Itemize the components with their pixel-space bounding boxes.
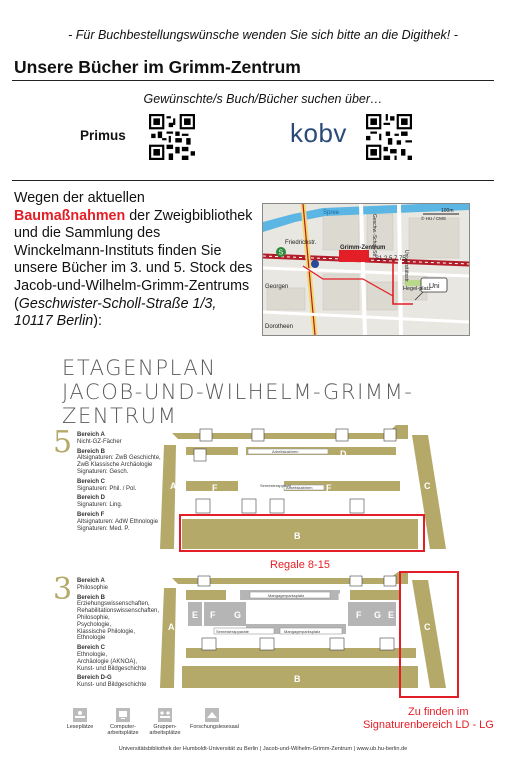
floor-3-label-d: D [234,592,241,602]
map-label-copyright: © HU / CMS [421,216,446,221]
intro-paragraph: Wegen der aktuellen Baumaßnahmen der Zweigbibliothek und die Sammlung des Winckelmann-Instituts finden Sie unsere Bücher im 3. und 5. Stock des Jacob-und-Wilhelm-Grimm-Zentrums (Geschwister-Scholl-Straße 1/3, 10117 Berlin): [14,190,253,330]
floor-5-label-e: E [202,465,209,475]
primus-label: Primus [80,128,126,143]
floor-5-highlight-label: Regale 8-15 [270,559,330,571]
map-label-s-bahn: S1,2,5,7,75 [375,256,406,262]
floorplan-title-line1: ETAGENPLAN [62,356,217,380]
floor-5-label-f2: F [326,483,332,493]
computer-workstation-icon [116,708,130,722]
floor-3-highlight-box [399,571,459,698]
floor-5-legend: Bereich A Nicht-GZ-Fächer Bereich B Altsignaturen: ZwB Geschichte, ZwB Klassische Archäologie Signaturen: Gesch. Bereich C Signaturen: Phil. / Pol. Bereich D Signaturen: Ling. Bereich F Altsignaturen: AdW Ethnologie Signaturen: Med. P. [77,432,161,532]
legend-computer-workstation: Computer-arbeitsplätze [106,708,140,736]
floor-5-booths-2: Arbeitskabinen [286,485,313,490]
floor-3-reserve-2: Mangagerparksplatz [284,629,321,634]
floor-3-reserve-shelf: Semesterapparate [216,629,249,634]
floor-3-legend: Bereich A Philosophie Bereich B Erziehungswissenschaften, Rehabilitationswissenschaften, Philosophie, Psychologie, Klassische Philologie, Ethnologie Bereich C Ethnologie, Archäologie (AKNOA), Kunst- und Bildgeschichte Bereich D-G Kunst- und Bildgeschichte [77,578,160,689]
map-label-hegelplatz: Hegel-platz [403,286,431,292]
floor-3-label-g: G [234,610,242,620]
floor-3-highlight-label-1: Zu finden im [408,706,469,718]
floor-3-label-g2: G [374,610,382,620]
floor-3-highlight-label-2: Signaturenbereich LD - LG [363,719,494,731]
kobv-logo: kobv [290,118,347,148]
floor-3-label-f2: F [356,610,362,620]
floor-5-booths-1: Arbeitskabinen [272,449,299,454]
map-label-spree: Spree [323,210,340,216]
floor-3-label-c: C [424,622,431,632]
floor-5-label-f: F [212,483,218,493]
floor-3-number: 3 [53,572,73,607]
map-label-universitaetsstr: Universitätsstr. [403,250,409,283]
title-rule [12,80,494,81]
legend-research-reading-room: Forschungslesesaal [190,708,234,730]
icon-legend [66,708,266,742]
map-label-scale: 100m [441,208,454,214]
order-notice: - Für Buchbestellungswünsche wenden Sie sich bitte an die Digithek! - [68,28,458,42]
map-label-georgen: Georgen [265,284,289,290]
floor-5-label-c: C [424,481,431,491]
map-label-grimm-zentrum: Grimm-Zentrum [340,245,386,251]
map-label-friedrichstr: Friedrichstr. [285,240,317,246]
floor-3-label-f: F [210,610,216,620]
address: Geschwister-Scholl-Straße 1/3, 10117 Berlin [14,295,217,330]
research-reading-room-icon [205,708,219,722]
construction-highlight: Baumaßnahmen [14,207,126,224]
reading-desk-icon [73,708,87,722]
page-title: Unsere Bücher im Grimm-Zentrum [14,57,301,77]
floor-3-label-a: A [168,622,175,632]
section-rule [12,180,494,181]
floor-3-label-e: E [192,610,199,620]
map-label-geschw-scholl-str: Geschw.-Scholl-Str. [371,214,377,258]
floor-3-reserve-1: Mangagerparksplatz [268,593,305,598]
search-label: Gewünschte/s Buch/Bücher suchen über… [143,92,383,106]
floor-5-label-a: A [170,481,177,491]
legend-reading-desk: Leseplätze [66,708,94,730]
kobv-qr-code[interactable] [366,114,412,160]
floor-5-reserve-shelf: Semesterapparat [260,483,291,488]
floor-5-label-d: D [238,449,245,459]
floorplan-title-line2: JACOB-UND-WILHELM-GRIMM-ZENTRUM [62,380,414,428]
floor-5-number: 5 [53,425,73,460]
legend-group-workroom: Gruppen-arbeitsplätze [148,708,182,736]
floor-3-label-d2: D [338,592,345,602]
floor-3-label-e2: E [388,610,395,620]
group-workroom-icon [158,708,172,722]
map-label-dorotheen: Dorotheen [265,324,294,330]
floor-3-label-b: B [294,674,301,684]
map-label-uni: Uni [429,283,440,290]
primus-qr-code[interactable] [149,114,195,160]
floor-5-highlight-box [179,514,425,552]
floor-5-label-b: B [294,531,301,541]
location-map[interactable] [262,203,470,336]
footer: Universitätsbibliothek der Humboldt-Universität zu Berlin | Jacob-und-Wilhelm-Grimm-Zentrum | www.ub.hu-berlin.de [118,746,408,752]
floor-5-label-d2: D [340,449,347,459]
svg-text:S: S [278,249,284,257]
